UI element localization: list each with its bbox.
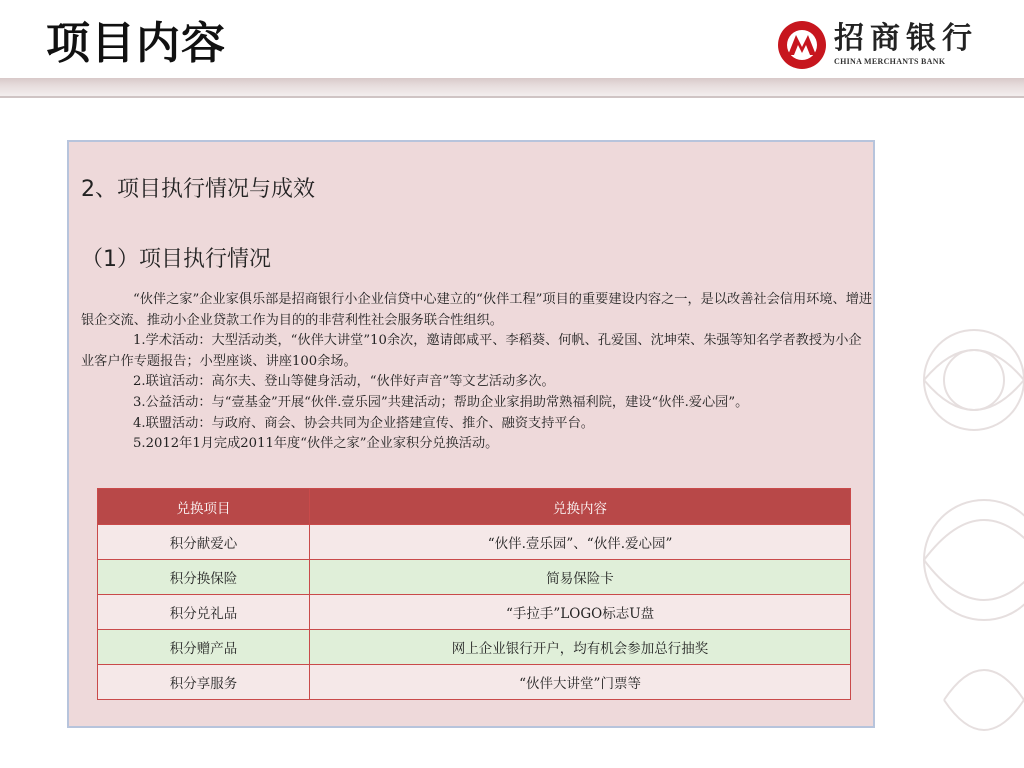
- paragraph-charity: 3.公益活动：与“壹基金”开展“伙伴.壹乐园”共建活动；帮助企业家捐助常熟福利院，建设“伙伴.爱心园”。: [133, 394, 749, 410]
- table-cell-item: 积分赠产品: [98, 630, 310, 665]
- table-cell-content: 网上企业银行开户，均有机会参加总行抽奖: [310, 630, 851, 665]
- table-cell-item: 积分献爱心: [98, 525, 310, 560]
- table-cell-item: 积分换保险: [98, 560, 310, 595]
- paragraph-alliance: 4.联盟活动：与政府、商会、协会共同为企业搭建宣传、推介、融资支持平台。: [133, 415, 594, 431]
- paragraph-social: 2.联谊活动：高尔夫、登山等健身活动，“伙伴好声音”等文艺活动多次。: [133, 374, 555, 390]
- content-paragraphs: [81, 290, 873, 455]
- table-row: [98, 560, 851, 595]
- table-header-row: [98, 489, 851, 525]
- table-cell-content: “手拉手”LOGO标志U盘: [310, 595, 851, 630]
- cmb-logo-icon: [778, 21, 826, 69]
- section-heading: 2、项目执行情况与成效: [81, 177, 315, 202]
- table-cell-content: “伙伴.壹乐园”、“伙伴.爱心园”: [310, 525, 851, 560]
- content-panel: [67, 140, 875, 728]
- table-header-content: 兑换内容: [310, 489, 851, 525]
- table-cell-item: 积分兑礼品: [98, 595, 310, 630]
- subsection-heading: （1）项目执行情况: [81, 247, 271, 272]
- table-row: [98, 595, 851, 630]
- table-row: [98, 525, 851, 560]
- points-exchange-table: [97, 488, 851, 700]
- table-cell-item: 积分享服务: [98, 665, 310, 700]
- logo-en-text: CHINA MERCHANTS BANK: [834, 57, 946, 66]
- logo-cn-text: 招商银行: [834, 21, 978, 56]
- paragraph-intro: “伙伴之家”企业家俱乐部是招商银行小企业信贷中心建立的“伙伴工程”项目的重要建设内容之一，是以改善社会信用环境、增进银企交流、推动小企业贷款工作为目的的非营利性社会服务联合性组织。: [81, 292, 873, 328]
- page-title: 项目内容: [46, 18, 226, 69]
- paragraph-academic: 1.学术活动：大型活动类，“伙伴大讲堂”10余次，邀请郎咸平、李稻葵、何帆、孔爱国、沈坤荣、朱强等知名学者教授为小企业客户作专题报告；小型座谈、讲座100余场。: [81, 333, 862, 369]
- table-header-item: 兑换项目: [98, 489, 310, 525]
- table-row: [98, 630, 851, 665]
- table-cell-content: “伙伴大讲堂”门票等: [310, 665, 851, 700]
- bank-logo: [778, 18, 998, 72]
- paragraph-points: 5.2012年1月完成2011年度“伙伴之家”企业家积分兑换活动。: [133, 436, 499, 452]
- table-row: [98, 665, 851, 700]
- table-cell-content: 简易保险卡: [310, 560, 851, 595]
- header-divider-line: [0, 96, 1024, 98]
- header-divider-bar: [0, 78, 1024, 96]
